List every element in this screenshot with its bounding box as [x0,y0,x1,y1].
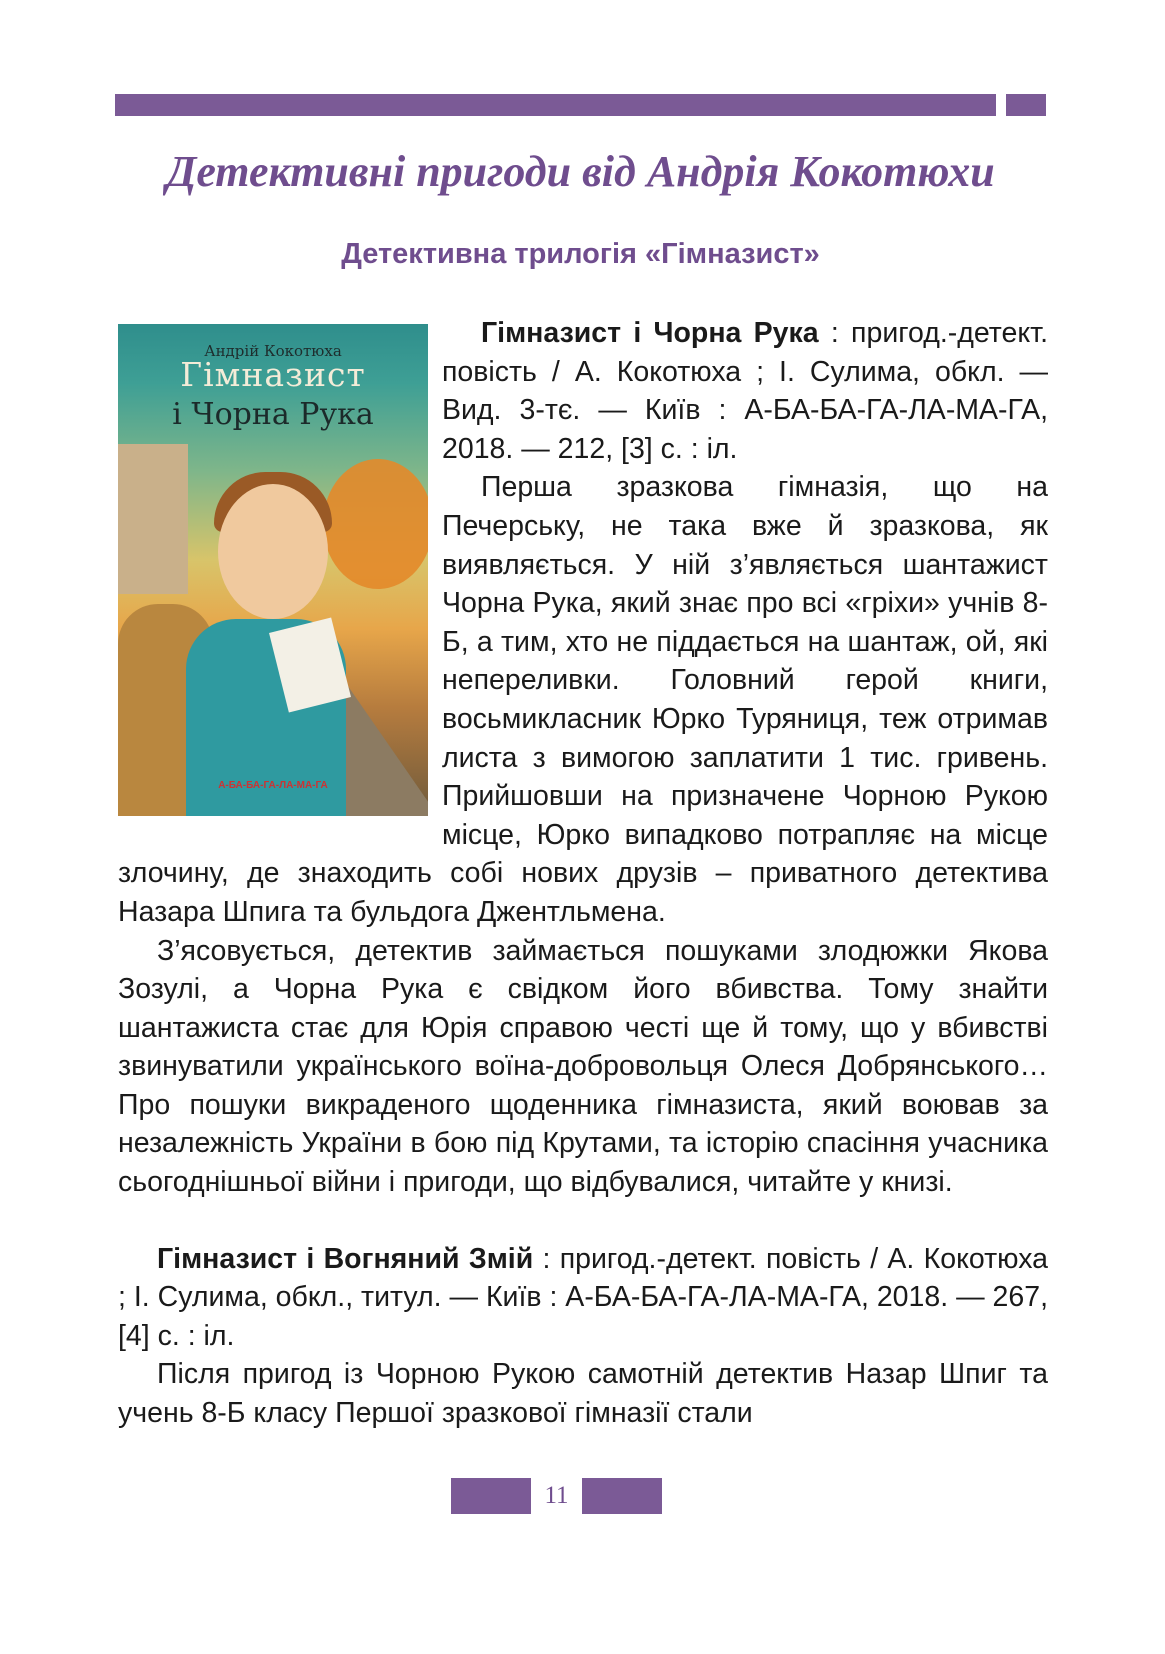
book-cover-image [118,324,428,816]
book1-description-cont: З’ясовується, детектив займається пошуками злодюжки Якова Зозулі, а Чорна Рука є свідком його вбивства. Тому знайти шантажиста стає для Юрія справою честі ще й тому, що у вбивстві звинуватили українського воїна-добровольця Олеся Добрянського… Про пошуки викраденого щоденника гімназиста, який воював за незалежність України в бою під Крутами, та історію спасіння учасника сьогоднішньої війни і пригоди, що відбувалися, читайте у книзі. [118,934,1048,1199]
section-subtitle: Детективна трилогія «Гімназист» [341,238,820,270]
page-number: 11 [544,1482,569,1509]
book2-entry [118,1240,1048,1356]
book2-description: Після пригод із Чорною Рукою самотній детектив Назар Шпиг та учень 8-Б класу Першої зразкової гімназії стали [118,1358,1048,1430]
footer-bar-left [451,1478,531,1514]
book1-description: Перша зразкова гімназія, що на Печерську, не така вже й зразкова, як виявляється. У ній з’являється шантажист Чорна Рука, який знає про всі «гріхи» учнів 8-Б, а тим, хто не піддається на шантаж, ой, які непереливки. Головний герой книги, восьмикласник Юрко Туряниця, теж отримав листа з вимогою заплатити 1 тис. гривень. Прийшовши на призначене Чорною Рукою місце, Юрко випадково потрапляє на місце злочину, де знаходить собі нових друзів – приватного детектива Назара Шпига та бульдога Джентльмена. [118,471,1048,928]
book1-title: Гімназист і Чорна Рука [481,317,819,349]
page-title: Детективні пригоди від Андрія Кокотюхи [166,147,995,196]
cover-author: Андрій Кокотюха [204,342,342,360]
book2-bibliography: : пригод.-детект. повість / А. Кокотюха ; І. Сулима, обкл., титул. — Київ : А-БА-БА-ГА-ЛА-МА-ГА, 2018. — 267, [4] с. : іл. [118,1242,1048,1352]
book1-bibliography: : пригод.-детект. повість / А. Кокотюха ; І. Сулима, обкл. — Вид. 3-тє. — Київ : А-БА-БА-ГА-ЛА-МА-ГА, 2018. — 212, [3] с. : іл. [442,317,1048,465]
cover-title-line1: Гімназист [180,355,366,394]
book2-title: Гімназист і Вогняний Змій [157,1242,534,1275]
top-decorative-bar [115,94,996,116]
cover-publisher: А-БА-БА-ГА-ЛА-МА-ГА [218,780,328,792]
top-decorative-bar-end [1006,94,1046,116]
footer-bar-right [582,1478,662,1514]
cover-title-line2: і Чорна Рука [172,397,374,432]
article-body [118,314,1048,1433]
